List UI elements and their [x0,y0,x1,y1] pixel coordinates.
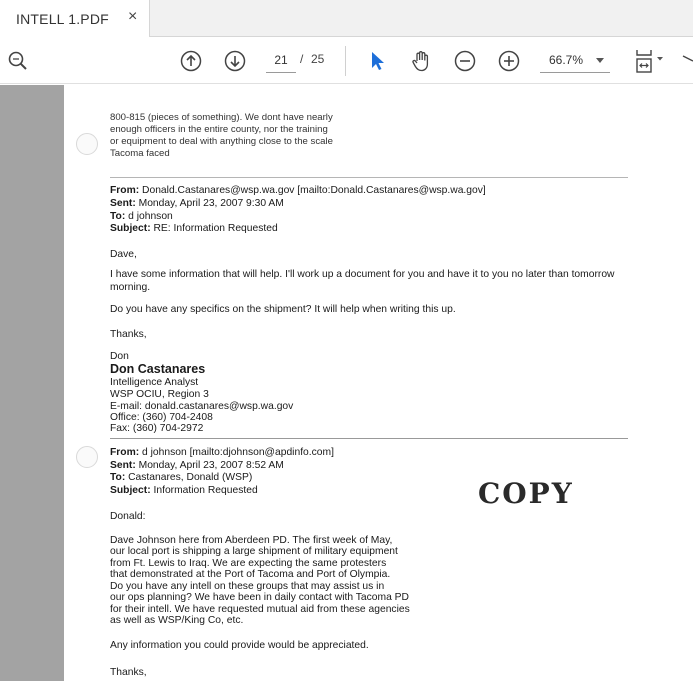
zoom-select[interactable] [540,49,610,73]
toolbar [0,38,693,84]
email2-body-line: Do you have any intell on these groups that may assist us in [110,581,385,592]
toolbar-divider [345,46,346,76]
punch-hole [76,133,98,155]
tab-intell-pdf[interactable] [0,0,150,37]
doc-text-line: or equipment to deal with anything close to the scale [110,136,333,147]
signature-title: Intelligence Analyst [110,377,199,388]
fit-page-icon [632,48,668,74]
email2-thanks: Thanks, [110,667,147,678]
punch-hole [76,446,98,468]
tab-title: INTELL 1.PDF [16,11,109,27]
previous-page-button[interactable] [178,48,204,74]
cursor-arrow-icon [365,49,389,73]
to-value: Castanares, Donald (WSP) [128,472,253,483]
email2-to [110,472,252,484]
email1-body-line: morning. [110,282,151,293]
email1-from [110,185,486,197]
search-button[interactable] [5,48,31,74]
doc-text-line: enough officers in the entire county, nor the training [110,124,328,135]
doc-text-line: Tacoma faced [110,148,170,159]
subject-label: Subject: [110,485,151,496]
plus-circle-icon [497,49,521,73]
subject-value: Information Requested [153,485,258,496]
more-tools-icon [680,49,693,73]
email2-body-line: as well as WSP/King Co, etc. [110,615,244,626]
email2-body-line: that demonstrated at the Port of Tacoma and Port of Olympia. [110,569,391,580]
signature-office: Office: (360) 704-2408 [110,412,213,423]
to-label: To: [110,472,126,483]
email1-body-line: Do you have any specifics on the shipment? It will help when writing this up. [110,304,456,315]
email2-body-line: our local port is shipping a large shipment of military equipment [110,546,398,557]
copy-stamp: COPY [478,477,574,510]
sent-value: Monday, April 23, 2007 9:30 AM [138,198,284,209]
from-value: d johnson [mailto:djohnson@apdinfo.com] [142,447,334,458]
signature-org: WSP OCIU, Region 3 [110,389,209,400]
email2-subject [110,485,258,497]
pdf-page [64,85,693,681]
zoom-out-button[interactable] [452,48,478,74]
chevron-down-icon [596,58,604,63]
hand-tool-button[interactable] [408,48,434,74]
email2-body-line: our ops planning? We have been in daily contact with Tacoma PD [110,592,409,603]
minus-circle-icon [453,49,477,73]
email2-body-line: Dave Johnson here from Aberdeen PD. The first week of May, [110,535,393,546]
signature-short: Don [110,351,129,362]
search-icon [6,49,30,73]
doc-text-line: 800-815 (pieces of something). We dont have nearly [110,112,333,123]
zoom-in-button[interactable] [496,48,522,74]
email2-greeting: Donald: [110,511,146,522]
email1-to [110,211,173,223]
from-label: From: [110,185,140,196]
page-separator: / [300,52,304,66]
arrow-down-circle-icon [223,49,247,73]
email1-body-line: I have some information that will help. I'll work up a document for you and have it to you no later than tomorrow [110,269,615,280]
tab-bar [0,0,693,37]
from-value: Donald.Castanares@wsp.wa.gov [mailto:Donald.Castanares@wsp.wa.gov] [142,185,486,196]
document-viewer[interactable] [0,85,693,681]
page-total: 25 [311,52,325,66]
more-tools-button[interactable] [680,48,693,74]
email2-body-line: for their intell. We have requested mutual aid from these agencies [110,604,410,615]
sent-label: Sent: [110,460,136,471]
email2-sent [110,460,284,472]
email2-closing: Any information you could provide would be appreciated. [110,640,369,651]
sent-label: Sent: [110,198,136,209]
zoom-value: 66.7% [549,53,584,67]
hand-icon [409,49,433,73]
arrow-up-circle-icon [179,49,203,73]
from-label: From: [110,447,140,458]
email1-sent [110,198,284,210]
next-page-button[interactable] [222,48,248,74]
email2-body-line: from Ft. Lewis to Iraq. We are expecting the same protesters [110,558,387,569]
email1-subject [110,223,278,235]
page-fit-button[interactable] [630,48,670,74]
close-icon[interactable]: × [128,8,138,25]
signature-email: E-mail: donald.castanares@wsp.wa.gov [110,401,294,412]
signature-name: Don Castanares [110,362,206,376]
signature-fax: Fax: (360) 704-2972 [110,423,204,434]
email1-greeting: Dave, [110,249,137,260]
subject-value: RE: Information Requested [153,223,278,234]
email-separator [110,177,628,178]
subject-label: Subject: [110,223,151,234]
email-separator [110,438,628,439]
email1-thanks: Thanks, [110,329,147,340]
select-tool-button[interactable] [364,48,390,74]
to-label: To: [110,211,126,222]
sent-value: Monday, April 23, 2007 8:52 AM [138,460,284,471]
to-value: d johnson [128,211,173,222]
page-number-input[interactable]: 21 [266,49,296,73]
email2-from [110,447,334,459]
